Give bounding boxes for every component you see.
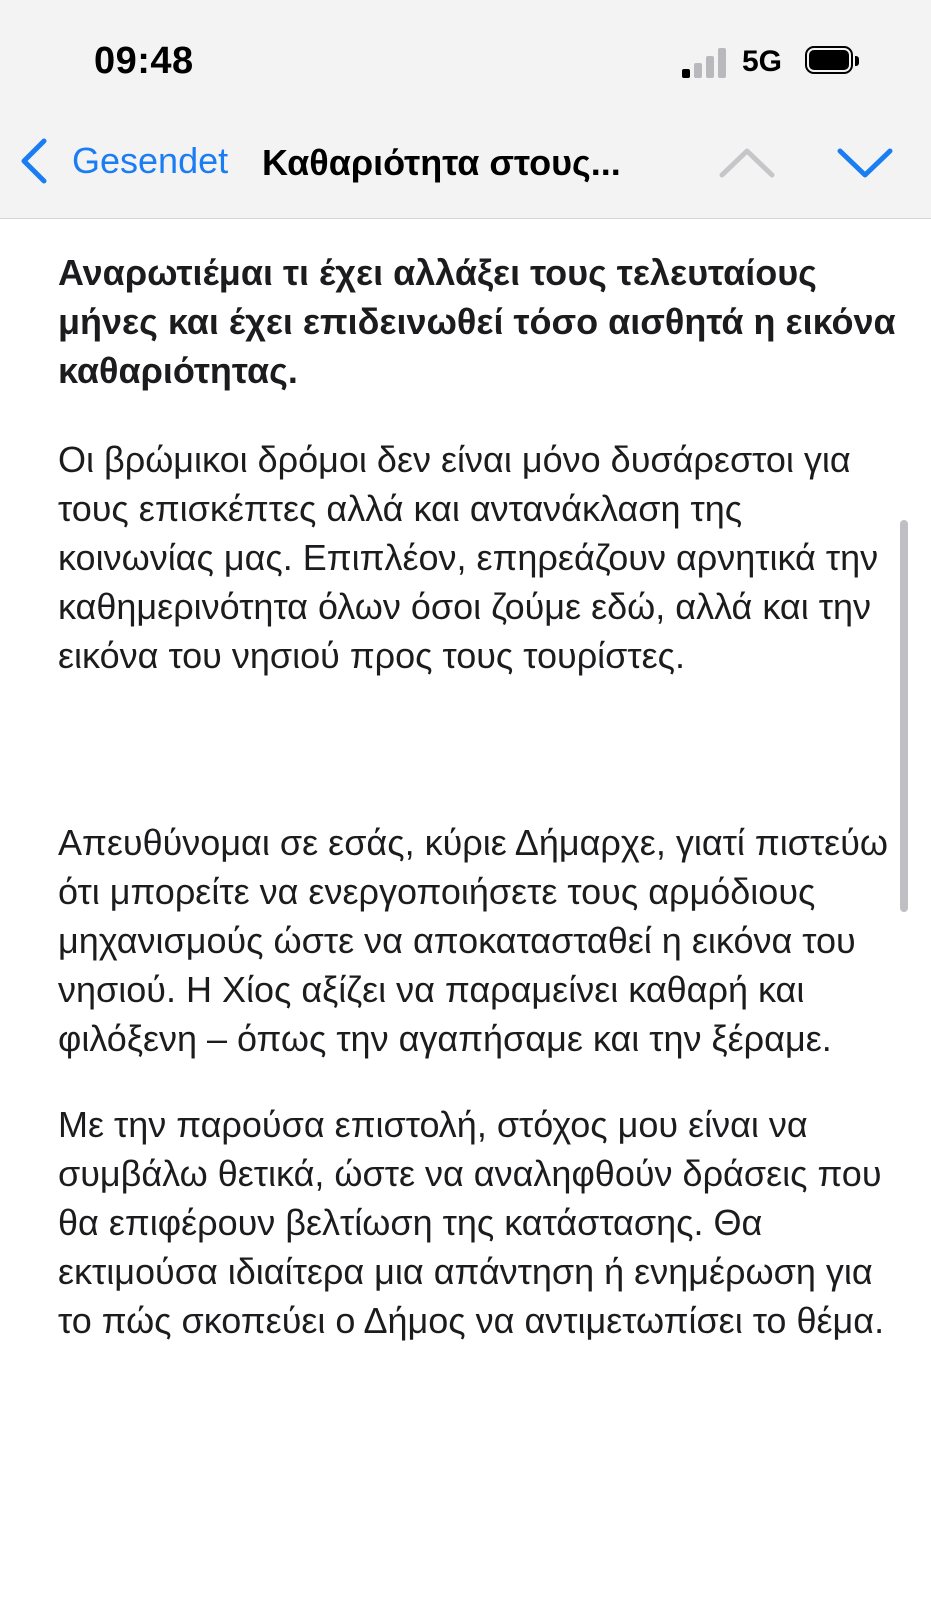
message-body [58,248,898,1345]
message-subject-title: Καθαριότητα στους... [262,142,621,183]
status-time: 09:48 [94,40,194,82]
signal-bar [682,69,690,78]
signal-bar [706,56,714,78]
status-bar [0,0,931,120]
chevron-down-icon [830,139,900,187]
network-type: 5G [742,45,783,78]
back-button[interactable] [14,131,228,191]
scrollbar-indicator[interactable] [900,520,908,912]
message-paragraph: Απευθύνομαι σε εσάς, κύριε Δήμαρχε, γιατί πιστεύω ότι μπορείτε να ενεργοποιήσετε τους αρμόδιους μηχανισμούς ώστε να αποκατασταθεί η εικόνα του νησιού. Η Χίος αξίζει να παραμείνει καθαρή και φιλόξενη – όπως την αγαπήσαμε και την ξέραμε. [58,822,889,1059]
chevron-up-icon [712,139,782,187]
back-button-label: Gesendet [72,140,229,181]
battery-icon [805,46,860,76]
message-intro-period: . [287,350,298,391]
message-paragraph: Με την παρούσα επιστολή, στόχος μου είναι να συμβάλω θετικά, ώστε να αναληφθούν δράσεις που θα επιφέρουν βελτίωση της κατάστασης. Θα εκτιμούσα ιδιαίτερα μια απάντηση ή ενημέρωση για το πώς σκοπεύει ο Δήμος να αντιμετωπίσει το θέμα. [58,1104,885,1341]
next-message-button[interactable] [830,139,900,187]
signal-bar [718,48,726,78]
message-intro [58,248,898,395]
header-area [0,0,931,219]
navigation-bar [0,125,931,205]
message-intro-bold-text: Αναρωτιέμαι τι έχει αλλάξει τους τελευταίους μήνες και έχει επιδεινωθεί τόσο αισθητά η εικόνα καθαριότητας [58,252,896,391]
previous-message-button[interactable] [712,139,782,187]
signal-bar [694,63,702,78]
signal-strength-icon [682,46,728,78]
chevron-left-icon [14,135,54,187]
message-paragraph: Οι βρώμικοι δρόμοι δεν είναι μόνο δυσάρεστοι για τους επισκέπτες αλλά και αντανάκλαση της κοινωνίας μας. Επιπλέον, επηρεάζουν αρνητικά την καθημερινότητα όλων όσοι ζούμε εδώ, αλλά και την εικόνα του νησιού προς τους τουρίστες. [58,439,879,676]
